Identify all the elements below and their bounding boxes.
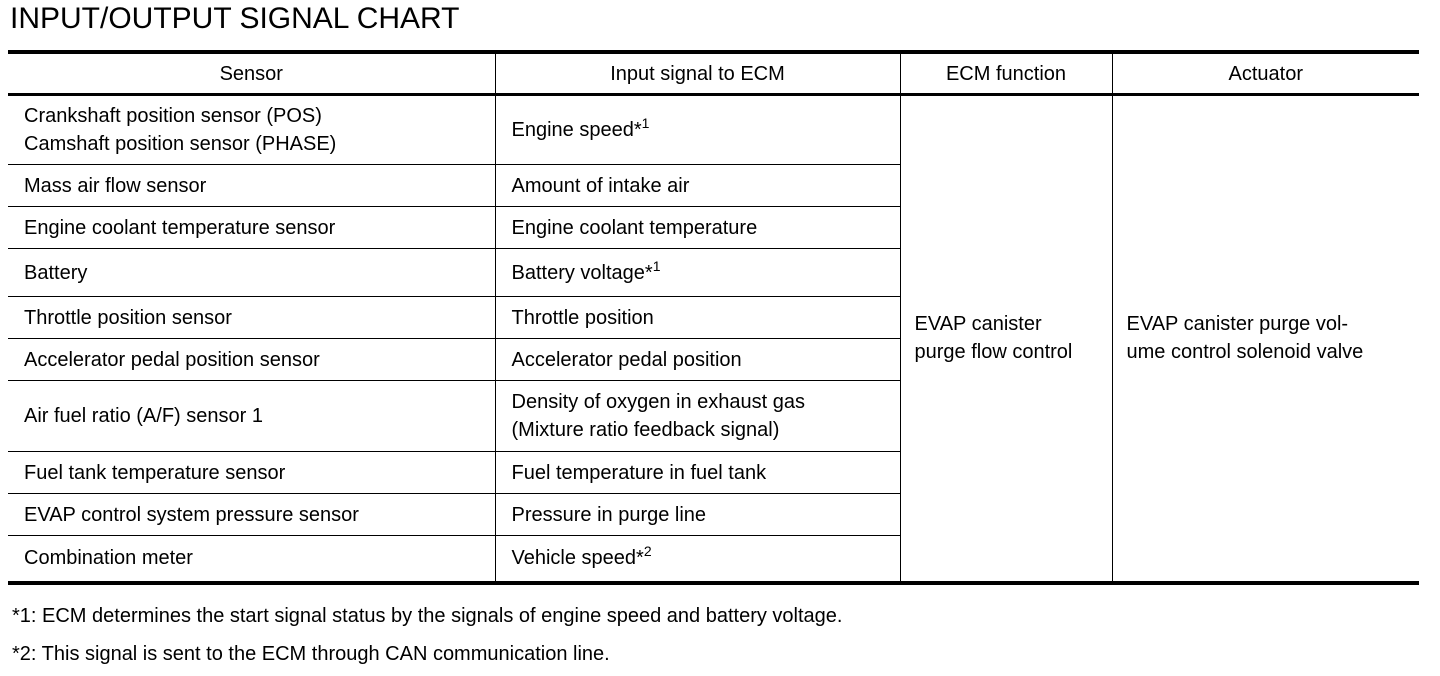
input-signal-cell: Accelerator pedal position [495, 339, 900, 381]
input-signal-text: Vehicle speed* [511, 547, 644, 570]
input-signal-cell: Pressure in purge line [495, 494, 900, 536]
input-signal-cell: Engine coolant temperature [495, 207, 900, 249]
footnote-marker: 1 [652, 257, 661, 274]
sensor-cell: Accelerator pedal position sensor [8, 339, 495, 381]
sensor-cell: EVAP control system pressure sensor [8, 494, 495, 536]
ecm-function-cell [900, 95, 1112, 583]
input-signal-cell [495, 249, 900, 297]
column-header-ecm-function: ECM function [900, 52, 1112, 95]
input-signal-cell [495, 95, 900, 165]
table-header-row [8, 52, 1419, 95]
footnote-marker: 1 [641, 115, 650, 131]
table-row [8, 95, 1419, 165]
ecm-function-text: EVAP canister [914, 313, 1042, 336]
input-signal-cell: Amount of intake air [495, 165, 900, 207]
input-signal-cell: Throttle position [495, 297, 900, 339]
sensor-name: Camshaft position sensor (PHASE) [24, 133, 337, 155]
page-title: INPUT/OUTPUT SIGNAL CHART [10, 2, 460, 35]
footnote-2: *2: This signal is sent to the ECM through CAN communication line. [12, 643, 610, 665]
input-signal-cell [495, 536, 900, 583]
actuator-text: EVAP canister purge vol- [1126, 313, 1349, 336]
actuator-text: ume control solenoid valve [1126, 341, 1364, 364]
column-header-actuator: Actuator [1112, 52, 1419, 95]
ecm-function-text: purge flow control [914, 341, 1073, 364]
sensor-cell: Battery [8, 249, 495, 297]
sensor-name: Crankshaft position sensor (POS) [24, 105, 322, 127]
input-signal-cell [495, 381, 900, 452]
sensor-cell: Mass air flow sensor [8, 165, 495, 207]
footnote-1: *1: ECM determines the start signal status by the signals of engine speed and battery voltage. [12, 605, 843, 627]
input-signal-text: Battery voltage* [511, 261, 653, 284]
sensor-cell: Air fuel ratio (A/F) sensor 1 [8, 381, 495, 452]
input-signal-text: Density of oxygen in exhaust gas [511, 391, 806, 413]
input-output-signal-table [8, 50, 1419, 585]
column-header-input-signal: Input signal to ECM [495, 52, 900, 95]
sensor-cell: Throttle position sensor [8, 297, 495, 339]
input-signal-text: Engine speed* [511, 119, 642, 141]
sensor-cell [8, 95, 495, 165]
sensor-cell: Fuel tank temperature sensor [8, 452, 495, 494]
input-signal-cell: Fuel temperature in fuel tank [495, 452, 900, 494]
input-signal-text: (Mixture ratio feedback signal) [511, 419, 780, 441]
column-header-sensor: Sensor [8, 52, 495, 95]
actuator-cell [1112, 95, 1419, 583]
footnote-marker: 2 [643, 543, 652, 560]
sensor-cell: Combination meter [8, 536, 495, 583]
sensor-cell: Engine coolant temperature sensor [8, 207, 495, 249]
